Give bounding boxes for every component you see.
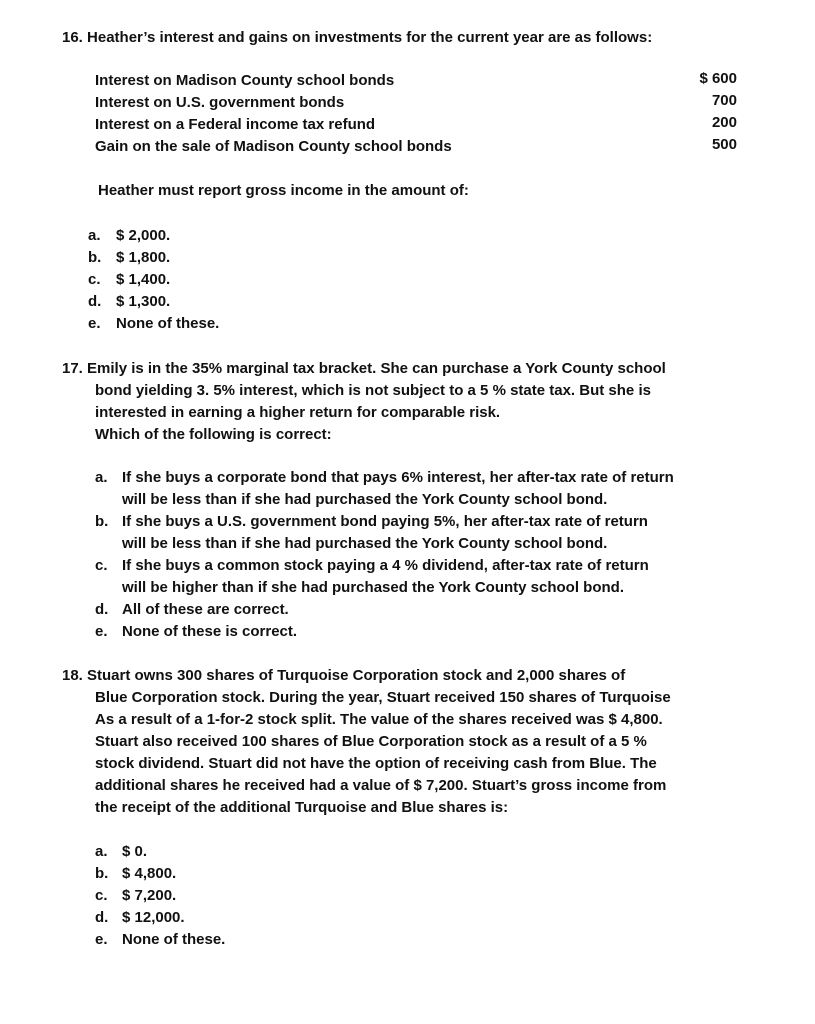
q16-option-e: None of these. [116,315,220,332]
q16-option-letter: a. [88,227,101,244]
q17-option-letter: d. [95,601,109,618]
q16-option-b: $ 1,800. [116,249,171,266]
q17-option-letter: b. [95,513,109,530]
q18-option-letter: d. [95,909,109,926]
q17-option-letter: e. [95,623,108,640]
q16-option-letter: e. [88,315,101,332]
q18-line: As a result of a 1-for-2 stock split. The value of the shares received was $ 4,800. [95,711,663,728]
q17-line: bond yielding 3. 5% interest, which is not subject to a 5 % state tax. But she is [95,382,651,399]
q18-line: the receipt of the additional Turquoise and Blue shares is: [95,799,509,816]
q18-line: stock dividend. Stuart did not have the option of receiving cash from Blue. The [95,755,657,772]
q17-option-c-line: will be higher than if she had purchased the York County school bond. [122,579,624,596]
q18-option-letter: b. [95,865,109,882]
q18-option-letter: e. [95,931,108,948]
q16-item-amount: 700 [711,92,737,109]
q17-option-b-line: will be less than if she had purchased the York County school bond. [122,535,608,552]
q18-line: 18. Stuart owns 300 shares of Turquoise Corporation stock and 2,000 shares of [62,667,626,684]
q17-line: 17. Emily is in the 35% marginal tax bracket. She can purchase a York County school [62,360,666,377]
q17-option-d-line: All of these are correct. [122,601,289,618]
q16-item-label: Interest on Madison County school bonds [95,72,395,89]
q18-line: Blue Corporation stock. During the year, Stuart received 150 shares of Turquoise [95,689,671,706]
q17-option-b-line: If she buys a U.S. government bond paying 5%, her after-tax rate of return [122,513,648,530]
q18-option-d: $ 12,000. [122,909,185,926]
q18-line: additional shares he received had a value of $ 7,200. Stuart’s gross income from [95,777,667,794]
q18-option-b: $ 4,800. [122,865,177,882]
q18-option-a: $ 0. [122,843,148,860]
q18-option-letter: c. [95,887,108,904]
q16-option-letter: c. [88,271,101,288]
q17-option-letter: c. [95,557,108,574]
q16-option-a: $ 2,000. [116,227,171,244]
q16-option-letter: d. [88,293,102,310]
q16-item-amount: 200 [711,114,737,131]
q16-item-label: Interest on U.S. government bonds [95,94,345,111]
q18-option-e: None of these. [122,931,226,948]
q16-question: Heather must report gross income in the amount of: [98,182,469,199]
q16-prompt: 16. Heather’s interest and gains on investments for the current year are as follows: [62,29,653,46]
q16-item-label: Gain on the sale of Madison County school bonds [95,138,452,155]
q17-option-e-line: None of these is correct. [122,623,298,640]
q16-item-amount: 500 [711,136,737,153]
q18-line: Stuart also received 100 shares of Blue Corporation stock as a result of a 5 % [95,733,647,750]
q17-option-letter: a. [95,469,108,486]
q17-line: Which of the following is correct: [95,426,332,443]
q18-option-letter: a. [95,843,108,860]
q16-item-label: Interest on a Federal income tax refund [95,116,376,133]
q17-option-a-line: If she buys a corporate bond that pays 6% interest, her after-tax rate of return [122,469,674,486]
q16-option-letter: b. [88,249,102,266]
q17-line: interested in earning a higher return for comparable risk. [95,404,501,421]
q17-option-c-line: If she buys a common stock paying a 4 % dividend, after-tax rate of return [122,557,649,574]
q16-option-d: $ 1,300. [116,293,171,310]
q16-item-amount: $ 600 [699,70,737,87]
q17-option-a-line: will be less than if she had purchased the York County school bond. [122,491,608,508]
q18-option-c: $ 7,200. [122,887,177,904]
q16-option-c: $ 1,400. [116,271,171,288]
